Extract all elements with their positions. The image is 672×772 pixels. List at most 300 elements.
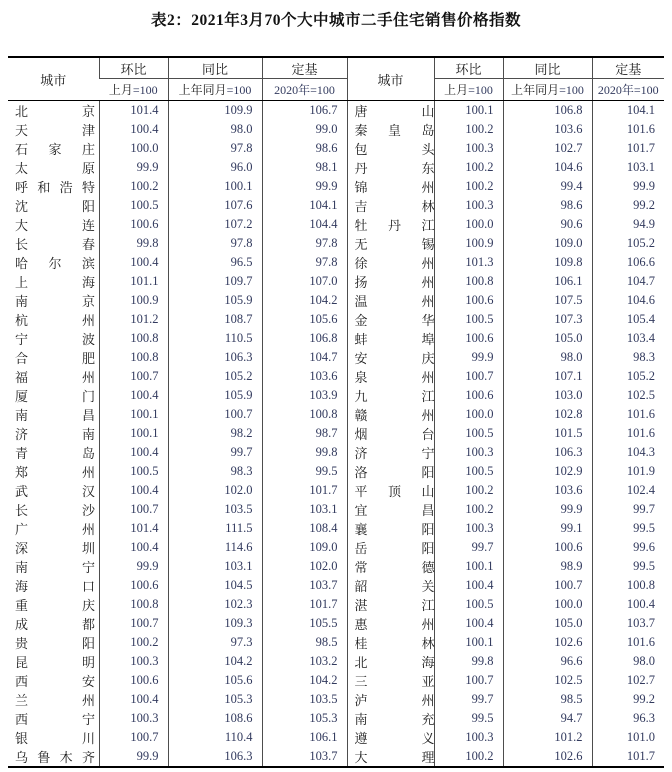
index-value-cell: 104.2 xyxy=(168,652,262,671)
index-value-cell: 106.1 xyxy=(262,728,347,747)
index-value-cell: 99.9 xyxy=(99,747,168,767)
city-name: 西安 xyxy=(15,674,95,689)
index-value-cell: 105.3 xyxy=(168,690,262,709)
index-value-cell: 100.5 xyxy=(99,196,168,215)
index-value-cell: 105.2 xyxy=(592,234,664,253)
city-name: 银川 xyxy=(15,731,95,746)
index-value-cell: 114.6 xyxy=(168,538,262,557)
city-cell xyxy=(347,329,434,348)
city-cell xyxy=(8,462,99,481)
index-value-cell: 98.3 xyxy=(592,348,664,367)
table-row xyxy=(8,709,664,728)
city-cell xyxy=(347,614,434,633)
index-value-cell: 90.6 xyxy=(503,215,592,234)
index-value-cell: 106.8 xyxy=(503,101,592,121)
index-value-cell: 100.9 xyxy=(99,291,168,310)
index-value-cell: 94.7 xyxy=(503,709,592,728)
index-value-cell: 101.7 xyxy=(592,747,664,767)
index-value-cell: 100.6 xyxy=(99,215,168,234)
city-cell xyxy=(347,234,434,253)
index-value-cell: 98.3 xyxy=(168,462,262,481)
index-value-cell: 103.2 xyxy=(262,652,347,671)
city-name: 湛江 xyxy=(354,598,434,613)
index-value-cell: 106.1 xyxy=(503,272,592,291)
table-row xyxy=(8,671,664,690)
subheader-base-value: 2020年=100 xyxy=(274,83,335,97)
index-value-cell: 98.0 xyxy=(592,652,664,671)
index-value-cell: 99.0 xyxy=(262,120,347,139)
index-value-cell: 103.6 xyxy=(503,481,592,500)
index-value-cell: 100.5 xyxy=(434,595,503,614)
index-value-cell: 100.6 xyxy=(434,329,503,348)
city-name: 昆明 xyxy=(15,655,95,670)
city-name: 长沙 xyxy=(15,503,95,518)
city-cell xyxy=(8,405,99,424)
table-row xyxy=(8,234,664,253)
index-value-cell: 101.6 xyxy=(592,633,664,652)
index-value-cell: 100.3 xyxy=(434,139,503,158)
index-value-cell: 97.8 xyxy=(262,253,347,272)
city-name: 天津 xyxy=(15,123,95,138)
index-value-cell: 100.4 xyxy=(99,443,168,462)
index-value-cell: 100.1 xyxy=(434,633,503,652)
index-value-cell: 100.9 xyxy=(434,234,503,253)
city-cell xyxy=(8,709,99,728)
city-name: 常德 xyxy=(354,560,434,575)
price-index-table-container xyxy=(8,56,664,765)
table-row xyxy=(8,614,664,633)
index-value-cell: 108.6 xyxy=(168,709,262,728)
city-name: 福州 xyxy=(15,370,95,385)
index-value-cell: 105.9 xyxy=(168,291,262,310)
index-value-cell: 100.5 xyxy=(434,424,503,443)
index-value-cell: 103.5 xyxy=(262,690,347,709)
index-value-cell: 101.1 xyxy=(99,272,168,291)
city-name: 乌鲁木齐 xyxy=(15,750,95,765)
city-cell xyxy=(347,139,434,158)
index-value-cell: 99.5 xyxy=(592,519,664,538)
city-cell xyxy=(8,424,99,443)
index-value-cell: 99.9 xyxy=(434,348,503,367)
index-value-cell: 100.0 xyxy=(99,139,168,158)
city-cell xyxy=(347,386,434,405)
city-name: 厦门 xyxy=(15,389,95,404)
city-cell xyxy=(8,519,99,538)
city-cell xyxy=(8,747,99,767)
subheader-label: 上年同月 xyxy=(511,83,560,97)
index-value-cell: 110.5 xyxy=(168,329,262,348)
index-value-cell: 99.7 xyxy=(434,538,503,557)
index-value-cell: 101.2 xyxy=(503,728,592,747)
table-row xyxy=(8,595,664,614)
index-value-cell: 109.9 xyxy=(168,101,262,121)
index-value-cell: 107.1 xyxy=(503,367,592,386)
city-cell xyxy=(8,291,99,310)
index-value-cell: 100.7 xyxy=(503,576,592,595)
index-value-cell: 99.7 xyxy=(434,690,503,709)
index-value-cell: 106.3 xyxy=(503,443,592,462)
index-value-cell: 100.2 xyxy=(434,177,503,196)
index-value-cell: 96.6 xyxy=(503,652,592,671)
city-cell xyxy=(8,538,99,557)
index-value-cell: 100.2 xyxy=(434,481,503,500)
city-cell xyxy=(347,177,434,196)
index-value-cell: 100.3 xyxy=(99,709,168,728)
index-value-cell: 100.0 xyxy=(434,405,503,424)
page-title: 表2：2021年3月70个大中城市二手住宅销售价格指数 xyxy=(150,12,521,29)
table-row xyxy=(8,177,664,196)
index-value-cell: 100.6 xyxy=(434,386,503,405)
city-name: 济宁 xyxy=(354,446,434,461)
table-row xyxy=(8,215,664,234)
index-value-cell: 101.4 xyxy=(99,519,168,538)
city-cell xyxy=(8,557,99,576)
city-cell xyxy=(347,367,434,386)
city-name: 襄阳 xyxy=(354,522,434,537)
city-name: 金华 xyxy=(354,313,434,328)
city-name: 温州 xyxy=(354,294,434,309)
table-row xyxy=(8,500,664,519)
header-city-right: 城市 xyxy=(347,57,434,101)
index-value-cell: 105.0 xyxy=(503,614,592,633)
index-value-cell: 99.2 xyxy=(592,690,664,709)
city-cell xyxy=(8,728,99,747)
city-name: 锦州 xyxy=(354,180,434,195)
city-cell xyxy=(8,633,99,652)
city-name: 平顶山 xyxy=(354,484,434,499)
city-name: 蚌埠 xyxy=(354,332,434,347)
city-cell xyxy=(8,139,99,158)
index-value-cell: 99.9 xyxy=(503,500,592,519)
index-value-cell: 99.5 xyxy=(592,557,664,576)
city-cell xyxy=(8,671,99,690)
index-value-cell: 110.4 xyxy=(168,728,262,747)
city-cell xyxy=(8,367,99,386)
subheader-fixed-right xyxy=(592,79,664,101)
city-name: 扬州 xyxy=(354,275,434,290)
index-value-cell: 99.7 xyxy=(592,500,664,519)
city-cell xyxy=(347,291,434,310)
index-value-cell: 105.6 xyxy=(262,310,347,329)
city-cell xyxy=(347,310,434,329)
city-cell xyxy=(347,690,434,709)
table-row xyxy=(8,576,664,595)
city-cell xyxy=(8,481,99,500)
city-cell xyxy=(8,348,99,367)
table-row xyxy=(8,139,664,158)
index-value-cell: 105.2 xyxy=(592,367,664,386)
index-value-cell: 100.4 xyxy=(99,386,168,405)
city-cell xyxy=(347,272,434,291)
city-cell xyxy=(347,519,434,538)
index-value-cell: 100.2 xyxy=(434,158,503,177)
index-value-cell: 100.1 xyxy=(434,101,503,121)
city-name: 牡丹江 xyxy=(354,218,434,233)
city-cell xyxy=(347,215,434,234)
index-value-cell: 104.7 xyxy=(262,348,347,367)
city-cell xyxy=(347,253,434,272)
index-value-cell: 108.7 xyxy=(168,310,262,329)
city-name: 兰州 xyxy=(15,693,95,708)
city-cell xyxy=(347,158,434,177)
city-name: 无锡 xyxy=(354,237,434,252)
city-name: 吉林 xyxy=(354,199,434,214)
index-value-cell: 100.2 xyxy=(434,500,503,519)
city-cell xyxy=(347,443,434,462)
table-row xyxy=(8,253,664,272)
index-value-cell: 98.6 xyxy=(262,139,347,158)
city-cell xyxy=(347,348,434,367)
index-value-cell: 100.8 xyxy=(99,595,168,614)
index-value-cell: 106.3 xyxy=(168,348,262,367)
index-value-cell: 104.5 xyxy=(168,576,262,595)
city-cell xyxy=(8,652,99,671)
subheader-yoy-right xyxy=(503,79,592,101)
city-cell xyxy=(8,310,99,329)
table-row xyxy=(8,424,664,443)
index-value-cell: 102.6 xyxy=(503,747,592,767)
city-name: 长春 xyxy=(15,237,95,252)
city-name: 安庆 xyxy=(354,351,434,366)
city-cell xyxy=(347,728,434,747)
index-value-cell: 105.2 xyxy=(168,367,262,386)
index-value-cell: 101.7 xyxy=(592,139,664,158)
index-value-cell: 106.3 xyxy=(168,747,262,767)
index-value-cell: 100.3 xyxy=(434,443,503,462)
city-name: 九江 xyxy=(354,389,434,404)
index-value-cell: 101.5 xyxy=(503,424,592,443)
index-value-cell: 100.7 xyxy=(99,728,168,747)
index-value-cell: 100.3 xyxy=(434,196,503,215)
index-value-cell: 100.3 xyxy=(434,728,503,747)
city-name: 郑州 xyxy=(15,465,95,480)
city-name: 包头 xyxy=(354,142,434,157)
index-value-cell: 102.6 xyxy=(503,633,592,652)
index-value-cell: 103.7 xyxy=(262,747,347,767)
city-name: 秦皇岛 xyxy=(354,123,434,138)
index-value-cell: 97.3 xyxy=(168,633,262,652)
city-name: 徐州 xyxy=(354,256,434,271)
city-cell xyxy=(8,614,99,633)
city-cell xyxy=(347,101,434,121)
index-value-cell: 101.6 xyxy=(592,405,664,424)
index-value-cell: 104.1 xyxy=(592,101,664,121)
index-value-cell: 105.6 xyxy=(168,671,262,690)
index-value-cell: 100.2 xyxy=(99,177,168,196)
header-yoy-left: 同比 xyxy=(168,57,262,79)
city-cell xyxy=(347,671,434,690)
index-value-cell: 109.7 xyxy=(168,272,262,291)
index-value-cell: 102.7 xyxy=(592,671,664,690)
index-value-cell: 101.3 xyxy=(434,253,503,272)
city-name: 三亚 xyxy=(354,674,434,689)
index-value-cell: 100.3 xyxy=(434,519,503,538)
city-name: 太原 xyxy=(15,161,95,176)
index-value-cell: 104.6 xyxy=(592,291,664,310)
city-name: 泸州 xyxy=(354,693,434,708)
index-value-cell: 100.6 xyxy=(99,671,168,690)
city-name: 贵阳 xyxy=(15,636,95,651)
table-row xyxy=(8,120,664,139)
table-row xyxy=(8,348,664,367)
index-value-cell: 99.8 xyxy=(262,443,347,462)
table-row xyxy=(8,196,664,215)
city-name: 洛阳 xyxy=(354,465,434,480)
index-value-cell: 100.4 xyxy=(434,576,503,595)
index-value-cell: 102.4 xyxy=(592,481,664,500)
index-value-cell: 97.8 xyxy=(168,139,262,158)
city-name: 大连 xyxy=(15,218,95,233)
table-row xyxy=(8,538,664,557)
city-name: 北海 xyxy=(354,655,434,670)
city-cell xyxy=(347,500,434,519)
index-value-cell: 99.5 xyxy=(262,462,347,481)
table-row xyxy=(8,519,664,538)
index-value-cell: 100.4 xyxy=(434,614,503,633)
table-row xyxy=(8,101,664,121)
index-value-cell: 100.8 xyxy=(262,405,347,424)
index-value-cell: 100.0 xyxy=(434,215,503,234)
table-body xyxy=(8,101,664,768)
city-name: 呼和浩特 xyxy=(15,180,95,195)
index-value-cell: 100.8 xyxy=(99,329,168,348)
table-row xyxy=(8,158,664,177)
index-value-cell: 104.4 xyxy=(262,215,347,234)
city-name: 丹东 xyxy=(354,161,434,176)
index-value-cell: 100.4 xyxy=(592,595,664,614)
city-cell xyxy=(8,386,99,405)
city-name: 武汉 xyxy=(15,484,95,499)
index-value-cell: 100.4 xyxy=(99,690,168,709)
index-value-cell: 99.9 xyxy=(99,557,168,576)
city-cell xyxy=(347,709,434,728)
index-value-cell: 103.0 xyxy=(503,386,592,405)
city-cell xyxy=(347,462,434,481)
header-mom-left: 环比 xyxy=(99,57,168,79)
city-cell xyxy=(347,595,434,614)
index-value-cell: 100.4 xyxy=(99,253,168,272)
index-value-cell: 104.7 xyxy=(592,272,664,291)
index-value-cell: 100.3 xyxy=(99,652,168,671)
index-value-cell: 100.5 xyxy=(99,462,168,481)
city-cell xyxy=(8,595,99,614)
index-value-cell: 100.6 xyxy=(434,291,503,310)
subheader-base-value: =100 xyxy=(468,83,493,97)
index-value-cell: 111.5 xyxy=(168,519,262,538)
index-value-cell: 98.1 xyxy=(262,158,347,177)
table-row xyxy=(8,405,664,424)
index-value-cell: 106.6 xyxy=(592,253,664,272)
index-value-cell: 104.1 xyxy=(262,196,347,215)
index-value-cell: 103.1 xyxy=(168,557,262,576)
index-value-cell: 100.7 xyxy=(99,367,168,386)
city-name: 大理 xyxy=(354,750,434,765)
index-value-cell: 109.8 xyxy=(503,253,592,272)
index-value-cell: 100.4 xyxy=(99,538,168,557)
index-value-cell: 97.8 xyxy=(168,234,262,253)
index-value-cell: 100.7 xyxy=(168,405,262,424)
table-row xyxy=(8,557,664,576)
index-value-cell: 104.3 xyxy=(592,443,664,462)
index-value-cell: 99.7 xyxy=(168,443,262,462)
city-name: 济南 xyxy=(15,427,95,442)
subheader-mom-right xyxy=(434,79,503,101)
table-row xyxy=(8,329,664,348)
city-name: 重庆 xyxy=(15,598,95,613)
index-value-cell: 109.3 xyxy=(168,614,262,633)
index-value-cell: 103.6 xyxy=(503,120,592,139)
subheader-base-value: =100 xyxy=(132,83,158,97)
header-city-left: 城市 xyxy=(8,57,99,101)
index-value-cell: 99.9 xyxy=(99,158,168,177)
city-name: 赣州 xyxy=(354,408,434,423)
city-name: 沈阳 xyxy=(15,199,95,214)
index-value-cell: 107.2 xyxy=(168,215,262,234)
city-cell xyxy=(8,101,99,121)
city-cell xyxy=(347,481,434,500)
index-value-cell: 105.3 xyxy=(262,709,347,728)
index-value-cell: 97.8 xyxy=(262,234,347,253)
city-name: 南充 xyxy=(354,712,434,727)
city-cell xyxy=(8,177,99,196)
index-value-cell: 100.5 xyxy=(434,462,503,481)
city-name: 青岛 xyxy=(15,446,95,461)
index-value-cell: 102.5 xyxy=(592,386,664,405)
header-fixed-base-left: 定基 xyxy=(262,57,347,79)
index-value-cell: 96.0 xyxy=(168,158,262,177)
index-value-cell: 98.7 xyxy=(262,424,347,443)
index-value-cell: 101.2 xyxy=(99,310,168,329)
subheader-mom-left xyxy=(99,79,168,101)
index-value-cell: 107.0 xyxy=(262,272,347,291)
index-value-cell: 101.6 xyxy=(592,424,664,443)
index-value-cell: 100.1 xyxy=(99,405,168,424)
city-cell xyxy=(8,329,99,348)
index-value-cell: 100.7 xyxy=(99,500,168,519)
index-value-cell: 100.1 xyxy=(434,557,503,576)
index-value-cell: 100.5 xyxy=(434,310,503,329)
index-value-cell: 102.0 xyxy=(168,481,262,500)
index-value-cell: 100.7 xyxy=(99,614,168,633)
index-value-cell: 98.2 xyxy=(168,424,262,443)
city-cell xyxy=(347,633,434,652)
city-cell xyxy=(347,747,434,767)
index-value-cell: 98.5 xyxy=(262,633,347,652)
index-value-cell: 99.8 xyxy=(434,652,503,671)
index-value-cell: 101.7 xyxy=(262,595,347,614)
index-value-cell: 101.4 xyxy=(99,101,168,121)
table-row xyxy=(8,386,664,405)
city-name: 宁波 xyxy=(15,332,95,347)
index-value-cell: 107.5 xyxy=(503,291,592,310)
table-header xyxy=(8,57,664,101)
index-value-cell: 104.2 xyxy=(262,671,347,690)
city-name: 广州 xyxy=(15,522,95,537)
index-value-cell: 99.8 xyxy=(99,234,168,253)
city-name: 杭州 xyxy=(15,313,95,328)
index-value-cell: 100.8 xyxy=(434,272,503,291)
city-name: 西宁 xyxy=(15,712,95,727)
city-name: 遵义 xyxy=(354,731,434,746)
index-value-cell: 106.8 xyxy=(262,329,347,348)
price-index-table xyxy=(8,56,664,768)
index-value-cell: 105.4 xyxy=(592,310,664,329)
city-cell xyxy=(347,576,434,595)
city-name: 宜昌 xyxy=(354,503,434,518)
header-mom-right: 环比 xyxy=(434,57,503,79)
city-cell xyxy=(8,234,99,253)
index-value-cell: 100.7 xyxy=(434,671,503,690)
